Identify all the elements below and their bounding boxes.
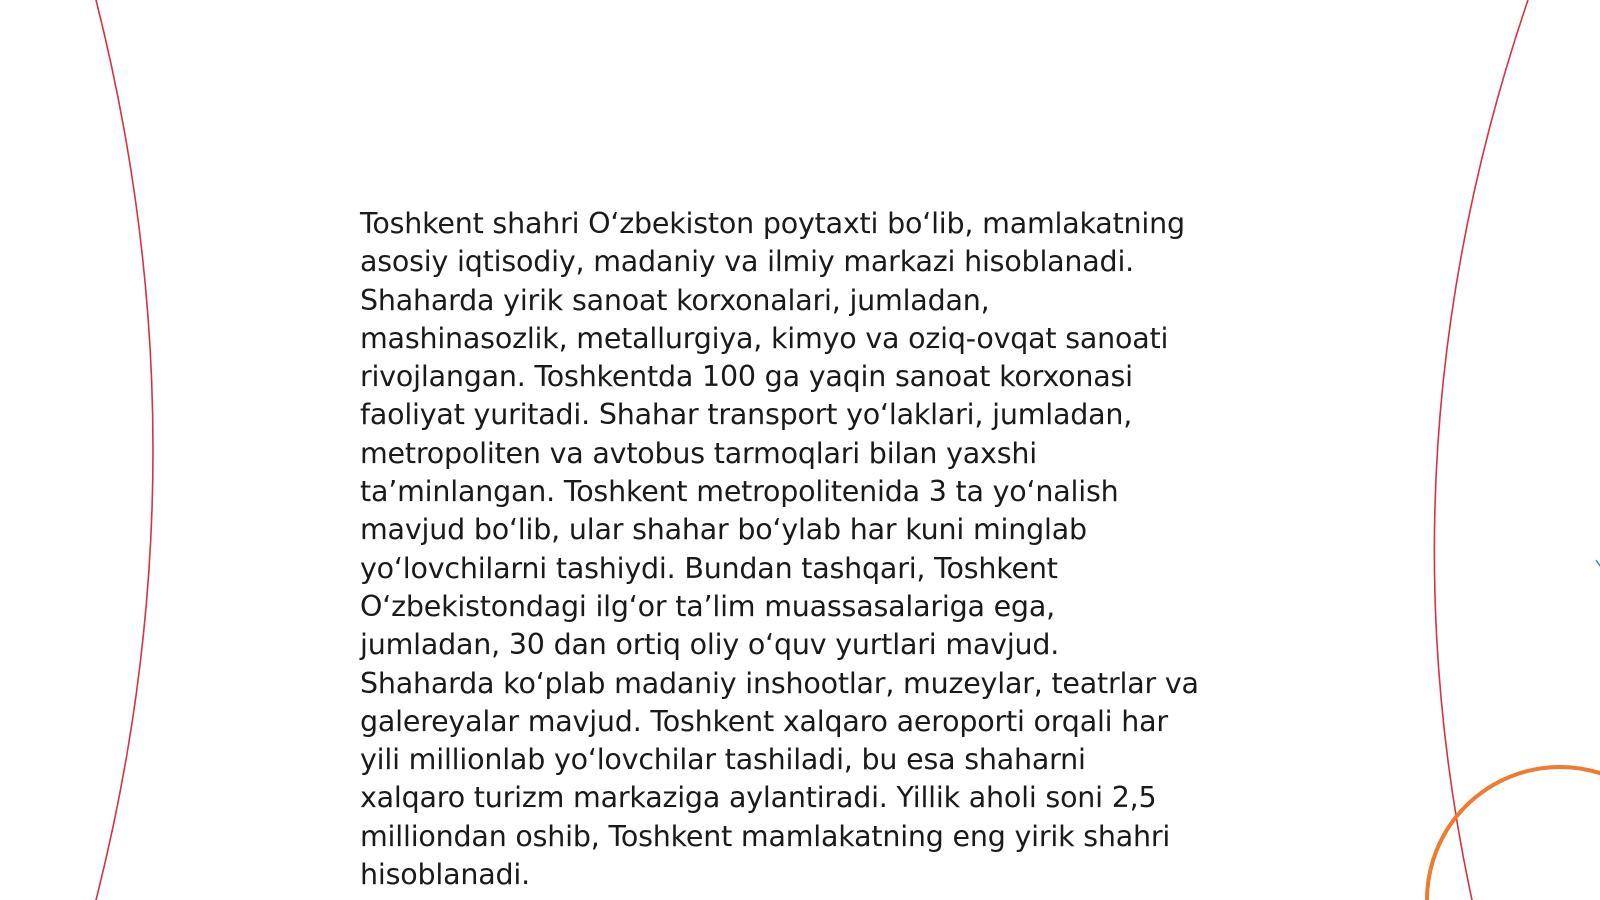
- body-line: Shaharda ko‘plab madaniy inshootlar, muzeylar, teatrlar va: [360, 666, 1199, 700]
- body-line: Toshkent shahri O‘zbekiston poytaxti bo‘lib, mamlakatning: [360, 207, 1185, 240]
- body-line: xalqaro turizm markaziga aylantiradi. Yillik aholi soni 2,5: [360, 781, 1157, 815]
- body-line: yili millionlab yo‘lovchilar tashiladi, bu esa shaharni: [360, 743, 1086, 777]
- small-tick-decoration: [1596, 560, 1600, 566]
- corner-circle-decoration: [1427, 767, 1600, 900]
- body-line: ta’minlangan. Toshkent metropolitenida 3 ta yo‘nalish: [360, 475, 1119, 509]
- left-arc-decoration: [96, 0, 153, 900]
- body-line: metropoliten va avtobus tarmoqlari bilan yaxshi: [360, 436, 1037, 470]
- body-text: [360, 205, 1260, 894]
- body-line: milliondan oshib, Toshkent mamlakatning eng yirik shahri: [360, 819, 1171, 853]
- body-line: asosiy iqtisodiy, madaniy va ilmiy markazi hisoblanadi.: [360, 245, 1135, 279]
- body-line: yo‘lovchilarni tashiydi. Bundan tashqari, Toshkent: [360, 551, 1058, 585]
- body-line: hisoblanadi.: [360, 858, 530, 892]
- body-line: jumladan, 30 dan ortiq oliy o‘quv yurtlari mavjud.: [360, 628, 1060, 662]
- body-line: faoliyat yuritadi. Shahar transport yo‘laklari, jumladan,: [360, 398, 1133, 432]
- body-line: O‘zbekistondagi ilg‘or ta’lim muassasalariga ega,: [360, 589, 1055, 623]
- body-line: Shaharda yirik sanoat korxonalari, jumladan,: [360, 283, 990, 317]
- body-line: mavjud bo‘lib, ular shahar bo‘ylab har kuni minglab: [360, 513, 1087, 547]
- right-arc-decoration: [1434, 0, 1528, 900]
- body-line: rivojlangan. Toshkentda 100 ga yaqin sanoat korxonasi: [360, 360, 1133, 394]
- body-line: galereyalar mavjud. Toshkent xalqaro aeroporti orqali har: [360, 704, 1168, 738]
- body-line: mashinasozlik, metallurgiya, kimyo va oziq-ovqat sanoati: [360, 321, 1169, 355]
